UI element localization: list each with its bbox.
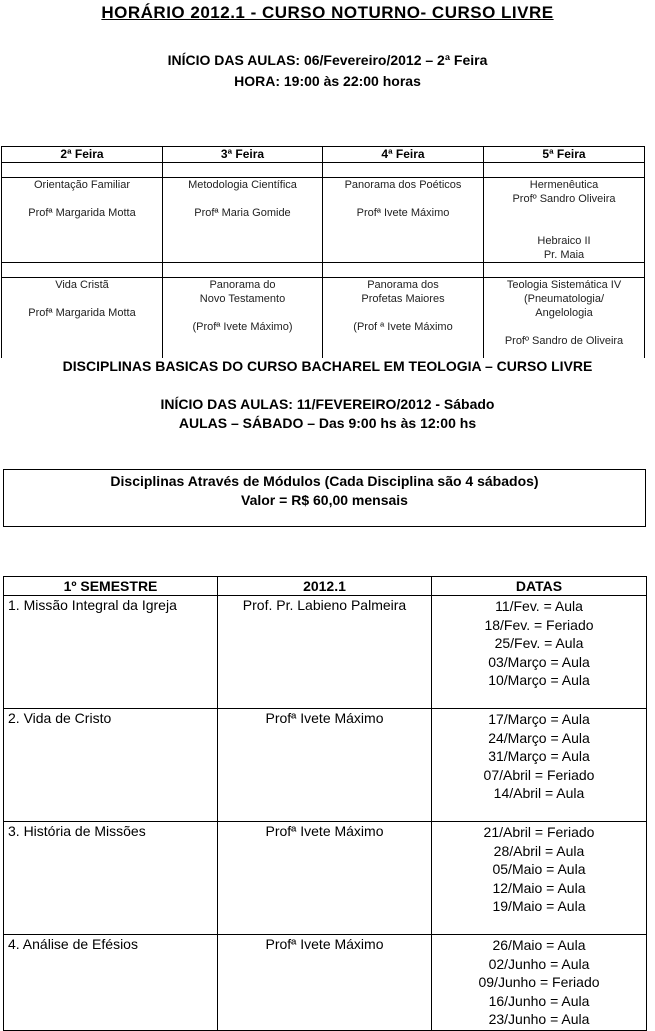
blank-cell — [2, 163, 163, 178]
teacher-name: Profª Margarida Motta — [28, 307, 136, 319]
date-entry: 25/Fev. = Aula — [494, 635, 584, 651]
page-title-text: HORÁRIO 2012.1 - CURSO NOTURNO- CURSO LIVRE — [101, 3, 554, 22]
subject-cell: 2. Vida de Cristo — [4, 709, 218, 822]
course-name: Panorama dos Poéticos — [344, 179, 462, 191]
date-entry: 10/Março = Aula — [488, 672, 590, 688]
date-entry: 24/Março = Aula — [488, 729, 590, 746]
date-entry: 19/Maio = Aula — [492, 898, 586, 914]
date-entry: 31/Março = Aula — [488, 748, 590, 764]
course-name: Profetas Maiores — [361, 293, 445, 305]
course-name: (Pneumatologia/ — [523, 293, 605, 305]
date-entry: 16/Junho = Aula — [488, 992, 590, 1009]
schedule-row-2 — [2, 278, 645, 359]
modules-description: Disciplinas Através de Módulos (Cada Disciplina são 4 sábados) — [110, 473, 539, 489]
blank-cell — [163, 163, 323, 178]
course-name: Orientação Familiar — [34, 179, 130, 191]
dates-cell — [432, 596, 647, 709]
date-entry: 05/Maio = Aula — [492, 861, 586, 877]
monthly-price: Valor = R$ 60,00 mensais — [241, 492, 408, 508]
blank-row — [2, 163, 645, 178]
course-name: Hermenêutica — [529, 179, 599, 191]
basic-courses-title: DISCIPLINAS BASICAS DO CURSO BACHAREL EM TEOLOGIA – CURSO LIVRE — [62, 358, 593, 374]
course-name: Metodologia Científica — [188, 179, 297, 191]
day-header: 2ª Feira — [2, 147, 163, 163]
course-name: Teologia Sistemática IV — [506, 279, 622, 291]
semester-header-row — [4, 577, 647, 596]
day-header: 5ª Feira — [484, 147, 645, 163]
teacher-name: Profº Sandro Oliveira — [512, 193, 616, 205]
semester-table — [3, 576, 647, 1031]
day-header: 4ª Feira — [323, 147, 484, 163]
teacher-name: Profª Margarida Motta — [28, 207, 136, 219]
date-entry: 26/Maio = Aula — [492, 937, 586, 953]
subject-cell: 1. Missão Integral da Igreja — [4, 596, 218, 709]
course-name: Panorama dos — [367, 279, 439, 291]
weekly-header-row — [2, 147, 645, 163]
schedule-cell — [484, 178, 645, 263]
blank-cell — [484, 263, 645, 278]
modules-info-box — [3, 469, 646, 527]
blank-cell — [323, 163, 484, 178]
subject-cell: 3. História de Missões — [4, 822, 218, 935]
column-header: DATAS — [432, 577, 647, 596]
course-name: Panorama do — [209, 279, 276, 291]
subject-cell: 4. Análise de Efésios — [4, 935, 218, 1031]
column-header: 2012.1 — [218, 577, 432, 596]
page-title — [0, 3, 655, 23]
teacher-cell: Profª Ivete Máximo — [218, 935, 432, 1031]
course-name: Hebraico II — [537, 235, 591, 247]
schedule-cell — [2, 278, 163, 359]
schedule-row-1 — [2, 178, 645, 263]
teacher-name: Profº Sandro de Oliveira — [504, 335, 624, 347]
weekly-schedule-table — [1, 146, 645, 358]
column-header: 1º SEMESTRE — [4, 577, 218, 596]
dates-cell — [432, 935, 647, 1031]
course-name: Vida Cristã — [55, 279, 109, 291]
blank-cell — [484, 163, 645, 178]
date-entry: 28/Abril = Aula — [493, 842, 585, 859]
schedule-cell — [163, 178, 323, 263]
date-entry: 03/Março = Aula — [488, 653, 590, 670]
teacher-name: (Prof ª Ivete Máximo — [353, 321, 453, 333]
teacher-name: Profª Maria Gomide — [194, 207, 291, 219]
course-name: Novo Testamento — [199, 293, 286, 305]
date-entry: 23/Junho = Aula — [488, 1011, 590, 1027]
date-entry: 17/Março = Aula — [488, 711, 590, 727]
blank-cell — [2, 263, 163, 278]
date-entry: 18/Fev. = Feriado — [484, 616, 594, 633]
date-entry: 21/Abril = Feriado — [483, 824, 595, 840]
table-row — [4, 935, 647, 1031]
blank-row — [2, 263, 645, 278]
teacher-cell: Prof. Pr. Labieno Palmeira — [218, 596, 432, 709]
dates-cell — [432, 822, 647, 935]
table-row — [4, 596, 647, 709]
blank-cell — [323, 263, 484, 278]
schedule-cell — [2, 178, 163, 263]
table-row — [4, 822, 647, 935]
date-entry: 11/Fev. = Aula — [495, 598, 583, 614]
teacher-name: Profª Ivete Máximo — [356, 207, 450, 219]
basic-courses-start: INÍCIO DAS AULAS: 11/FEVEREIRO/2012 - Sábado — [160, 396, 495, 412]
teacher-cell: Profª Ivete Máximo — [218, 709, 432, 822]
date-entry: 09/Junho = Feriado — [478, 974, 600, 990]
dates-cell — [432, 709, 647, 822]
teacher-cell: Profª Ivete Máximo — [218, 822, 432, 935]
day-header: 3ª Feira — [163, 147, 323, 163]
blank-cell — [163, 263, 323, 278]
schedule-cell — [323, 278, 484, 359]
teacher-name: Pr. Maia — [543, 249, 585, 261]
night-course-start: INÍCIO DAS AULAS: 06/Fevereiro/2012 – 2ª Feira — [167, 52, 488, 68]
schedule-cell — [163, 278, 323, 359]
date-entry: 07/Abril = Feriado — [483, 766, 595, 783]
basic-courses-hours: AULAS – SÁBADO – Das 9:00 hs às 12:00 hs — [178, 415, 477, 431]
table-row — [4, 709, 647, 822]
course-name: Angelologia — [535, 307, 593, 319]
date-entry: 12/Maio = Aula — [492, 879, 586, 896]
teacher-name: (Profª Ivete Máximo) — [192, 321, 293, 333]
night-course-hours: HORA: 19:00 às 22:00 horas — [234, 73, 421, 89]
date-entry: 02/Junho = Aula — [488, 955, 590, 972]
date-entry: 14/Abril = Aula — [493, 785, 585, 801]
schedule-cell — [323, 178, 484, 263]
schedule-cell — [484, 278, 645, 359]
